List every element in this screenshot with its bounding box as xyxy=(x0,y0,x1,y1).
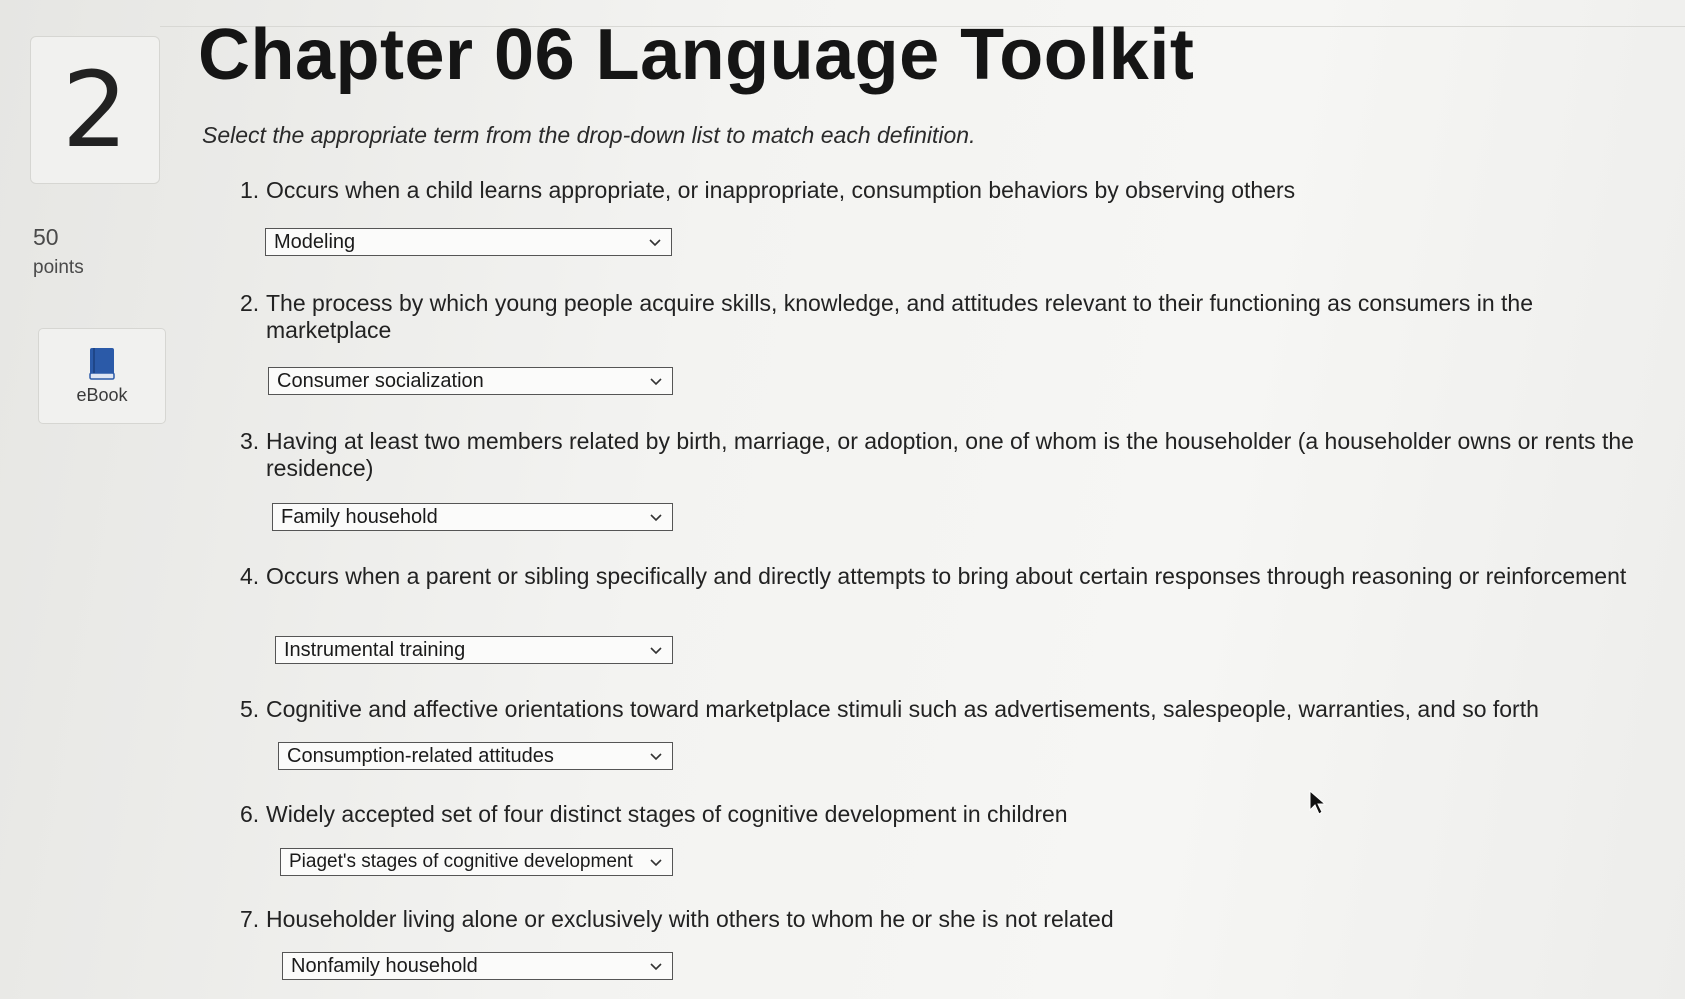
points-value: 50 xyxy=(33,224,59,250)
item-number: 4. xyxy=(240,563,260,589)
list-item xyxy=(240,177,1640,204)
item-number: 5. xyxy=(240,696,260,722)
dropdown-value: Consumption-related attitudes xyxy=(287,744,554,767)
term-dropdown-7[interactable] xyxy=(282,952,673,980)
definition-text xyxy=(240,563,1640,590)
ebook-label: eBook xyxy=(76,384,128,405)
dropdown-value: Family household xyxy=(281,505,438,528)
definition-text xyxy=(240,696,1640,723)
chevron-down-icon xyxy=(648,373,664,389)
item-definition: The process by which young people acquire skills, knowledge, and attitudes relevant to their functioning as consumers in the marketplace xyxy=(266,290,1533,343)
item-number: 6. xyxy=(240,801,260,827)
item-definition: Widely accepted set of four distinct stages of cognitive development in children xyxy=(266,801,1068,827)
instructions: Select the appropriate term from the drop-down list to match each definition. xyxy=(202,122,976,148)
definition-text xyxy=(240,801,1640,828)
term-dropdown-2[interactable] xyxy=(268,367,673,395)
question-number-box xyxy=(30,36,160,184)
definition-text xyxy=(240,177,1640,204)
term-dropdown-5[interactable] xyxy=(278,742,673,770)
item-number: 2. xyxy=(240,290,260,316)
chevron-down-icon xyxy=(648,958,664,974)
term-dropdown-4[interactable] xyxy=(275,636,673,664)
points-info xyxy=(33,224,84,279)
book-icon xyxy=(87,347,117,381)
list-item xyxy=(240,906,1640,933)
question-number: 2 xyxy=(61,49,129,171)
dropdown-value: Modeling xyxy=(274,230,356,253)
dropdown-value: Piaget's stages of cognitive development xyxy=(289,851,633,872)
definition-text xyxy=(240,290,1640,344)
item-definition: Occurs when a child learns appropriate, or inappropriate, consumption behaviors by observing others xyxy=(266,177,1296,203)
dropdown-value: Instrumental training xyxy=(284,638,466,661)
chevron-down-icon xyxy=(648,509,664,525)
item-definition: Cognitive and affective orientations toward marketplace stimuli such as advertisements, salespeople, warranties, and so forth xyxy=(266,696,1539,722)
item-number: 1. xyxy=(240,177,260,203)
item-definition: Occurs when a parent or sibling specifically and directly attempts to bring about certain responses through reasoning or reinforcement xyxy=(266,563,1627,589)
term-dropdown-6[interactable] xyxy=(280,848,673,876)
ebook-button[interactable] xyxy=(38,328,166,424)
dropdown-value: Consumer socialization xyxy=(277,369,484,392)
list-item xyxy=(240,801,1640,828)
page-title: Chapter 06 Language Toolkit xyxy=(198,15,1195,95)
dropdown-value: Nonfamily household xyxy=(291,954,478,977)
list-item xyxy=(240,696,1640,723)
chevron-down-icon xyxy=(648,642,664,658)
chevron-down-icon xyxy=(648,748,664,764)
item-number: 7. xyxy=(240,906,260,932)
item-number: 3. xyxy=(240,428,260,454)
definition-text xyxy=(240,428,1640,482)
list-item xyxy=(240,563,1640,590)
item-definition: Householder living alone or exclusively with others to whom he or she is not related xyxy=(266,906,1114,932)
chevron-down-icon xyxy=(648,854,664,870)
term-dropdown-3[interactable] xyxy=(272,503,673,531)
item-definition: Having at least two members related by birth, marriage, or adoption, one of whom is the householder (a householder owns or rents the residence) xyxy=(266,428,1634,481)
mouse-cursor-icon xyxy=(1309,790,1327,816)
list-item xyxy=(240,428,1640,482)
chevron-down-icon xyxy=(647,234,663,250)
term-dropdown-1[interactable] xyxy=(265,228,672,256)
definition-text xyxy=(240,906,1640,933)
points-label: points xyxy=(33,257,84,278)
list-item xyxy=(240,290,1640,344)
